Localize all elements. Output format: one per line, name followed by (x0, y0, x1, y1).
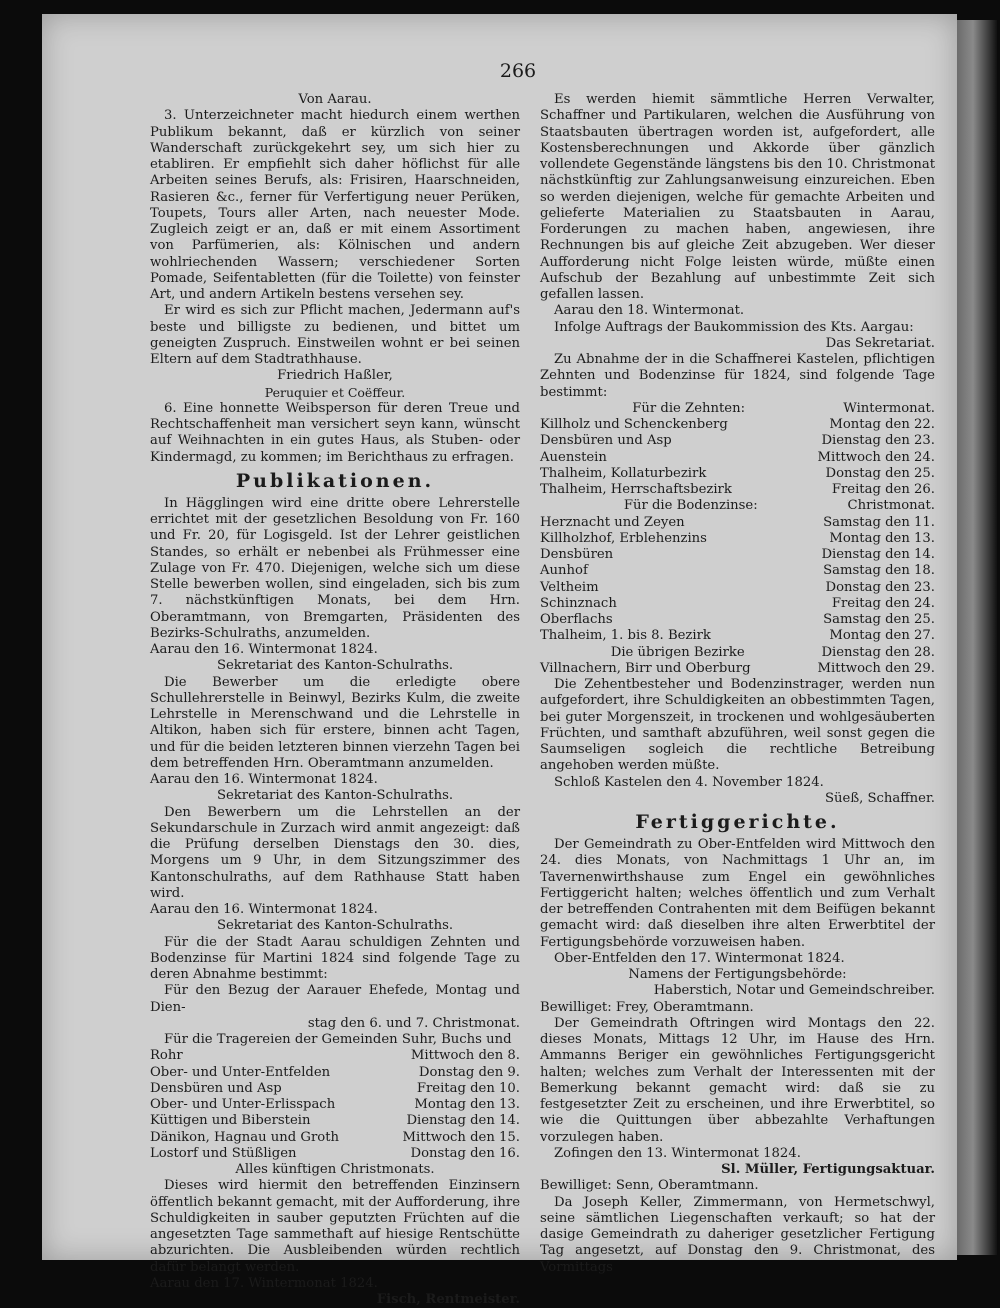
fert-1-by: Namens der Fertigungsbehörde: (628, 967, 847, 982)
pub-3-text: Den Bewerbern um die Lehrstellen an der Sekundarschule in Zurzach wird anmit angezeigt: daß die Prüfung derselben Dienstags den 30. dies, Morgens um 9 Uhr, in dem Sitzungszimmer des Kantonschulraths, auf dem Rathhause Statt haben wird. (150, 804, 520, 901)
fert-2-text: Der Gemeindrath Oftringen wird Montags den 22. dieses Monats, Mittags 12 Uhr, im Hause des Hrn. Ammanns Beriger ein gewöhnliches Fertigungsgericht halten; welches zum Verhalt der Interessenten mit der Bemerkung bekannt gemacht wird: daß sie zu festgesetzter Zeit zu erscheinen, und ihre Erwerbtitel, so wie die Quittungen über abbezahlte Verhaftungen vorzulegen haben. (540, 1015, 935, 1145)
schedule-day: Dienstag den 14. (821, 547, 935, 562)
schedule-place: Die übrigen Bezirke (610, 644, 745, 660)
fert-2-approved: Bewilliget: Senn, Oberamtmann. (540, 1178, 759, 1194)
schedule-place: Ober- und Unter-Entfelden (150, 1064, 331, 1080)
schedule-row (540, 645, 935, 661)
schedule-row (540, 628, 935, 644)
pub-1-text: In Hägglingen wird eine dritte obere Lehrerstelle errichtet mit der gesetzlichen Besoldung von Fr. 160 und Fr. 20, für Logisgeld. Ist der Lehrer geistlichen Standes, so erhält er nebenbei als Frühmesser eine Zulage von Fr. 470. Diejenigen, welche sich um diese Stelle bewerben wollen, sind eingeladen, sich bis zum 7. nächstkünftigen Monats, bei dem Hrn. Oberamtmann, von Bremgarten, Präsidenten des Bezirks-Schulraths, anzumelden. (150, 495, 520, 641)
schedule-row (540, 612, 935, 628)
schedule-place: Rohr (150, 1048, 183, 1064)
fert-1-sign: Haberstich, Notar und Gemeindschreiber. (653, 983, 935, 999)
schedule-place: Thalheim, 1. bis 8. Bezirk (540, 628, 711, 644)
section-title: Von Aarau. (298, 92, 372, 107)
schedule-row (540, 563, 935, 579)
schedule-row (150, 1065, 520, 1081)
notice-1-text: Es werden hiemit sämmtliche Herren Verwalter, Schaffner und Partikularen, welchen die Ausführung von Staatsbauten übertragen worden ist, aufgefordert, alle Kostensberechnungen und Akkorde über gänzlich vollendete Gegenstände längstens bis den 10. Christmonat nächstkünftig zur Zahlungsanweisung einzureichen. Eben so werden diejenigen, welche für gemachte Arbeiten und gelieferte Materialien zu Staatsbauten in Aarau, Forderungen zu machen haben, angewiesen, ihre Rechnungen bis auf gleiche Zeit abzugeben. Wer dieser Aufforderung nicht Folge leisten würde, müßte einen Aufschub der Bezahlung auf unbestimmte Zeit sich gefallen lassen. (540, 92, 935, 302)
pub-2-date: Aarau den 16. Wintermonat 1824. (150, 772, 378, 787)
pub-1-sign: Sekretariat des Kanton-Schulraths. (216, 658, 454, 674)
fert-3-text: Da Joseph Keller, Zimmermann, von Hermetschwyl, seine sämtlichen Liegenschaften verkauft; so hat der dasige Gemeindrath zu daheriger gesetzlicher Fertigung Tag angesetzt, auf Donstag den 9. Christmonat, des Vormittags (540, 1194, 935, 1275)
pub-4-note: Alles künftigen Christmonats. (235, 1162, 435, 1177)
schedule-place: Küttigen und Biberstein (150, 1113, 311, 1129)
notice-1-by: Infolge Auftrags der Baukommission des Kts. Aargau: (554, 319, 914, 335)
schedule-day: Freitag den 26. (831, 482, 935, 497)
schedule-place: Villnachern, Birr und Oberburg (540, 660, 751, 676)
ad-3-signature: Friedrich Haßler, (277, 368, 393, 384)
schedule-day: Mittwoch den 24. (817, 449, 935, 465)
schedule-day: Donstag den 16. (410, 1145, 520, 1161)
notice-2-date: Schloß Kastelen den 4. November 1824. (554, 774, 824, 790)
schedule-row (540, 531, 935, 547)
pub-4-schedule (150, 1048, 520, 1162)
schedule-day: Montag den 27. (829, 628, 935, 644)
schedule-row (540, 580, 935, 596)
right-column (540, 92, 935, 1276)
schedule-row (150, 1130, 520, 1146)
bodenzinse-label: Für die Bodenzinse: (623, 498, 758, 514)
schedule-row (150, 1081, 520, 1097)
schedule-place: Auenstein (540, 449, 607, 465)
pub-2-text: Die Bewerber um die erledigte obere Schullehrerstelle in Beinwyl, Bezirks Kulm, die zweite Lehrstelle in Merenschwand und die Lehrstelle in Altikon, haben sich für erstere, binnen acht Tagen, und für die beiden letzteren binnen vierzehn Tagen bei dem betreffenden Hrn. Oberamtmann anzumelden. (150, 674, 520, 771)
schedule-place: Aunhof (540, 563, 588, 579)
bodenzinse-header (540, 498, 935, 514)
schedule-day: Donstag den 23. (825, 579, 935, 595)
ad-3-signature-title: Peruquier et Coëffeur. (264, 384, 406, 400)
schedule-place: Ober- und Unter-Erlisspach (150, 1097, 336, 1112)
schedule-day: Montag den 22. (829, 417, 935, 432)
schedule-row (540, 515, 935, 531)
schedule-day: Dienstag den 23. (821, 433, 935, 449)
schedule-row (540, 450, 935, 466)
pub-4-line-2: Für die Tragereien der Gemeinden Suhr, Buchs und (164, 1032, 512, 1047)
schedule-place: Veltheim (540, 579, 599, 595)
month-label: Christmonat. (847, 498, 935, 514)
notice-2-text: Die Zehentbesteher und Bodenzinstrager, werden nun aufgefordert, ihre Schuldigkeiten an obbestimmten Tagen, bei guter Morgenszeit, in trockenen und wohlgesäuberten Früchten, und samthaft abzuführen, weil sonst gegen die Saumseligen sogleich die rechtliche Betreibung angehoben werden müßte. (540, 677, 935, 774)
pub-3-sign: Sekretariat des Kanton-Schulraths. (216, 918, 454, 934)
schedule-place: Herznacht und Zeyen (540, 514, 685, 530)
notice-2-intro: Zu Abnahme der in die Schaffnerei Kastelen, pflichtigen Zehnten und Bodenzinse für 1824, sind folgende Tage bestimmt: (540, 352, 935, 400)
pub-1-date: Aarau den 16. Wintermonat 1824. (150, 642, 378, 657)
pub-3-date: Aarau den 16. Wintermonat 1824. (150, 902, 378, 917)
pub-4-line-1a: Für den Bezug der Aarauer Ehefede, Montag und Dien- (150, 983, 520, 1015)
schedule-row (540, 417, 935, 433)
schedule-day: Mittwoch den 29. (817, 660, 935, 676)
schedule-day: Dienstag den 14. (406, 1113, 520, 1129)
ad-3-text: 3. Unterzeichneter macht hiedurch einem werthen Publikum bekannt, daß er kürzlich von seiner Wanderschaft zurückgekehrt sey, um sich hier zu etabliren. Er empfiehlt sich daher höflichst für alle Arbeiten seines Berufs, als: Frisiren, Haarschneiden, Rasieren &c., ferner für Verfertigung neuer Perüken, Toupets, Tours aller Arten, nach neuester Mode. Zugleich zeigt er an, daß er mit einem Assortiment von Parfümerien, als: Kölnischen und andern wohlriechenden Wassern; verschiedener Sorten Pomade, Seifentabletten (für die Toilette) von feinster Art, und andern Artikeln bestens versehen sey. (150, 108, 520, 302)
schedule-row (540, 482, 935, 498)
schedule-place: Thalheim, Herrschaftsbezirk (540, 482, 732, 497)
schedule-row (150, 1146, 520, 1162)
schedule-place: Lostorf und Stüßligen (150, 1145, 297, 1161)
schedule-row (150, 1113, 520, 1129)
schedule-day: Samstag den 11. (823, 514, 935, 530)
schedule-place: Dänikon, Hagnau und Groth (150, 1129, 339, 1145)
pub-4-line-1b: stag den 6. und 7. Christmonat. (307, 1015, 520, 1031)
schedule-row (540, 466, 935, 482)
month-label: Wintermonat. (843, 400, 935, 416)
schedule-place: Thalheim, Kollaturbezirk (540, 465, 707, 481)
fert-2-sign: Sl. Müller, Fertigungsaktuar. (721, 1162, 935, 1177)
schedule-place: Densbüren (540, 547, 614, 562)
schedule-day: Montag den 13. (414, 1097, 520, 1112)
bodenzinse-schedule (540, 515, 935, 678)
schedule-row (540, 547, 935, 563)
schedule-day: Donstag den 25. (825, 465, 935, 481)
schedule-place: Densbüren und Asp (150, 1080, 282, 1096)
notice-2-sign: Süeß, Schaffner. (824, 790, 935, 806)
page-edge (957, 20, 997, 1255)
schedule-row (540, 661, 935, 677)
pub-2-sign: Sekretariat des Kanton-Schulraths. (216, 788, 454, 804)
schedule-row (540, 433, 935, 449)
pub-4-text: Dieses wird hiermit den betreffenden Einzinsern öffentlich bekannt gemacht, mit der Aufforderung, ihre Schuldigkeiten in sauber geputzten Früchten auf die angesetzten Tage sammethaft auf hiesige Rentschütte abzurichten. Die Ausbleibenden würden rechtlich dafür belangt werden. (150, 1178, 520, 1275)
schedule-day: Samstag den 25. (823, 612, 935, 627)
heading-publikationen: Publikationen. (235, 469, 435, 492)
schedule-place: Schinznach (540, 595, 617, 611)
left-column (150, 92, 520, 1308)
schedule-place: Killholz und Schenckenberg (540, 417, 728, 432)
pub-4-sign: Fisch, Rentmeister. (376, 1292, 520, 1307)
page-number: 266 (499, 60, 537, 82)
zehnten-header (540, 401, 935, 417)
fert-2-date: Zofingen den 13. Wintermonat 1824. (554, 1145, 801, 1161)
schedule-place: Oberflachs (540, 612, 613, 627)
pub-4-intro: Für die der Stadt Aarau schuldigen Zehnten und Bodenzinse für Martini 1824 sind folgende Tage zu deren Abnahme bestimmt: (150, 934, 520, 982)
schedule-row (150, 1097, 520, 1113)
schedule-day: Dienstag den 28. (821, 644, 935, 660)
schedule-day: Freitag den 24. (831, 595, 935, 611)
zehnten-schedule (540, 417, 935, 498)
notice-1-sign: Das Sekretariat. (825, 335, 935, 351)
schedule-row (540, 596, 935, 612)
schedule-day: Freitag den 10. (416, 1080, 520, 1096)
fert-1-date: Ober-Entfelden den 17. Wintermonat 1824. (554, 950, 845, 966)
heading-fertiggerichte: Fertiggerichte. (635, 811, 840, 833)
zehnten-label: Für die Zehnten: (632, 400, 746, 416)
schedule-day: Montag den 13. (829, 530, 935, 546)
schedule-day: Samstag den 18. (823, 563, 935, 579)
notice-1-date: Aarau den 18. Wintermonat. (554, 303, 745, 319)
schedule-day: Mittwoch den 8. (410, 1048, 520, 1064)
schedule-day: Donstag den 9. (418, 1064, 520, 1080)
ad-3-text-2: Er wird es sich zur Pflicht machen, Jedermann auf's beste und billigste zu bedienen, und bittet um geneigten Zuspruch. Einstweilen wohnt er bei seinen Eltern auf dem Stadtrathhause. (150, 303, 520, 367)
schedule-place: Killholzhof, Erblehenzins (540, 530, 707, 546)
fert-1-approved: Bewilliget: Frey, Oberamtmann. (540, 999, 754, 1015)
schedule-place: Densbüren und Asp (540, 433, 672, 449)
schedule-row (150, 1048, 520, 1064)
fert-1-text: Der Gemeindrath zu Ober-Entfelden wird Mittwoch den 24. dies Monats, von Nachmittags 1 Uhr an, im Tavernenwirthshause zum Engel ein gewöhnliches Fertiggericht halten; welches öffentlich und zum Verhalt der betreffenden Contrahenten mit dem Beifügen bekannt gemacht wird: daß dieselben ihre alten Erwerbtitel der Fertigungsbehörde vorzuweisen haben. (540, 837, 935, 950)
pub-4-date: Aarau den 17. Wintermonat 1824. (150, 1275, 378, 1291)
schedule-day: Mittwoch den 15. (402, 1129, 520, 1145)
ad-6-text: 6. Eine honnette Weibsperson für deren Treue und Rechtschaffenheit man versichert seyn kann, wünscht auf Weihnachten in ein gutes Haus, als Stuben- oder Kindermagd, zu kommen; im Berichthaus zu erfragen. (150, 400, 520, 465)
